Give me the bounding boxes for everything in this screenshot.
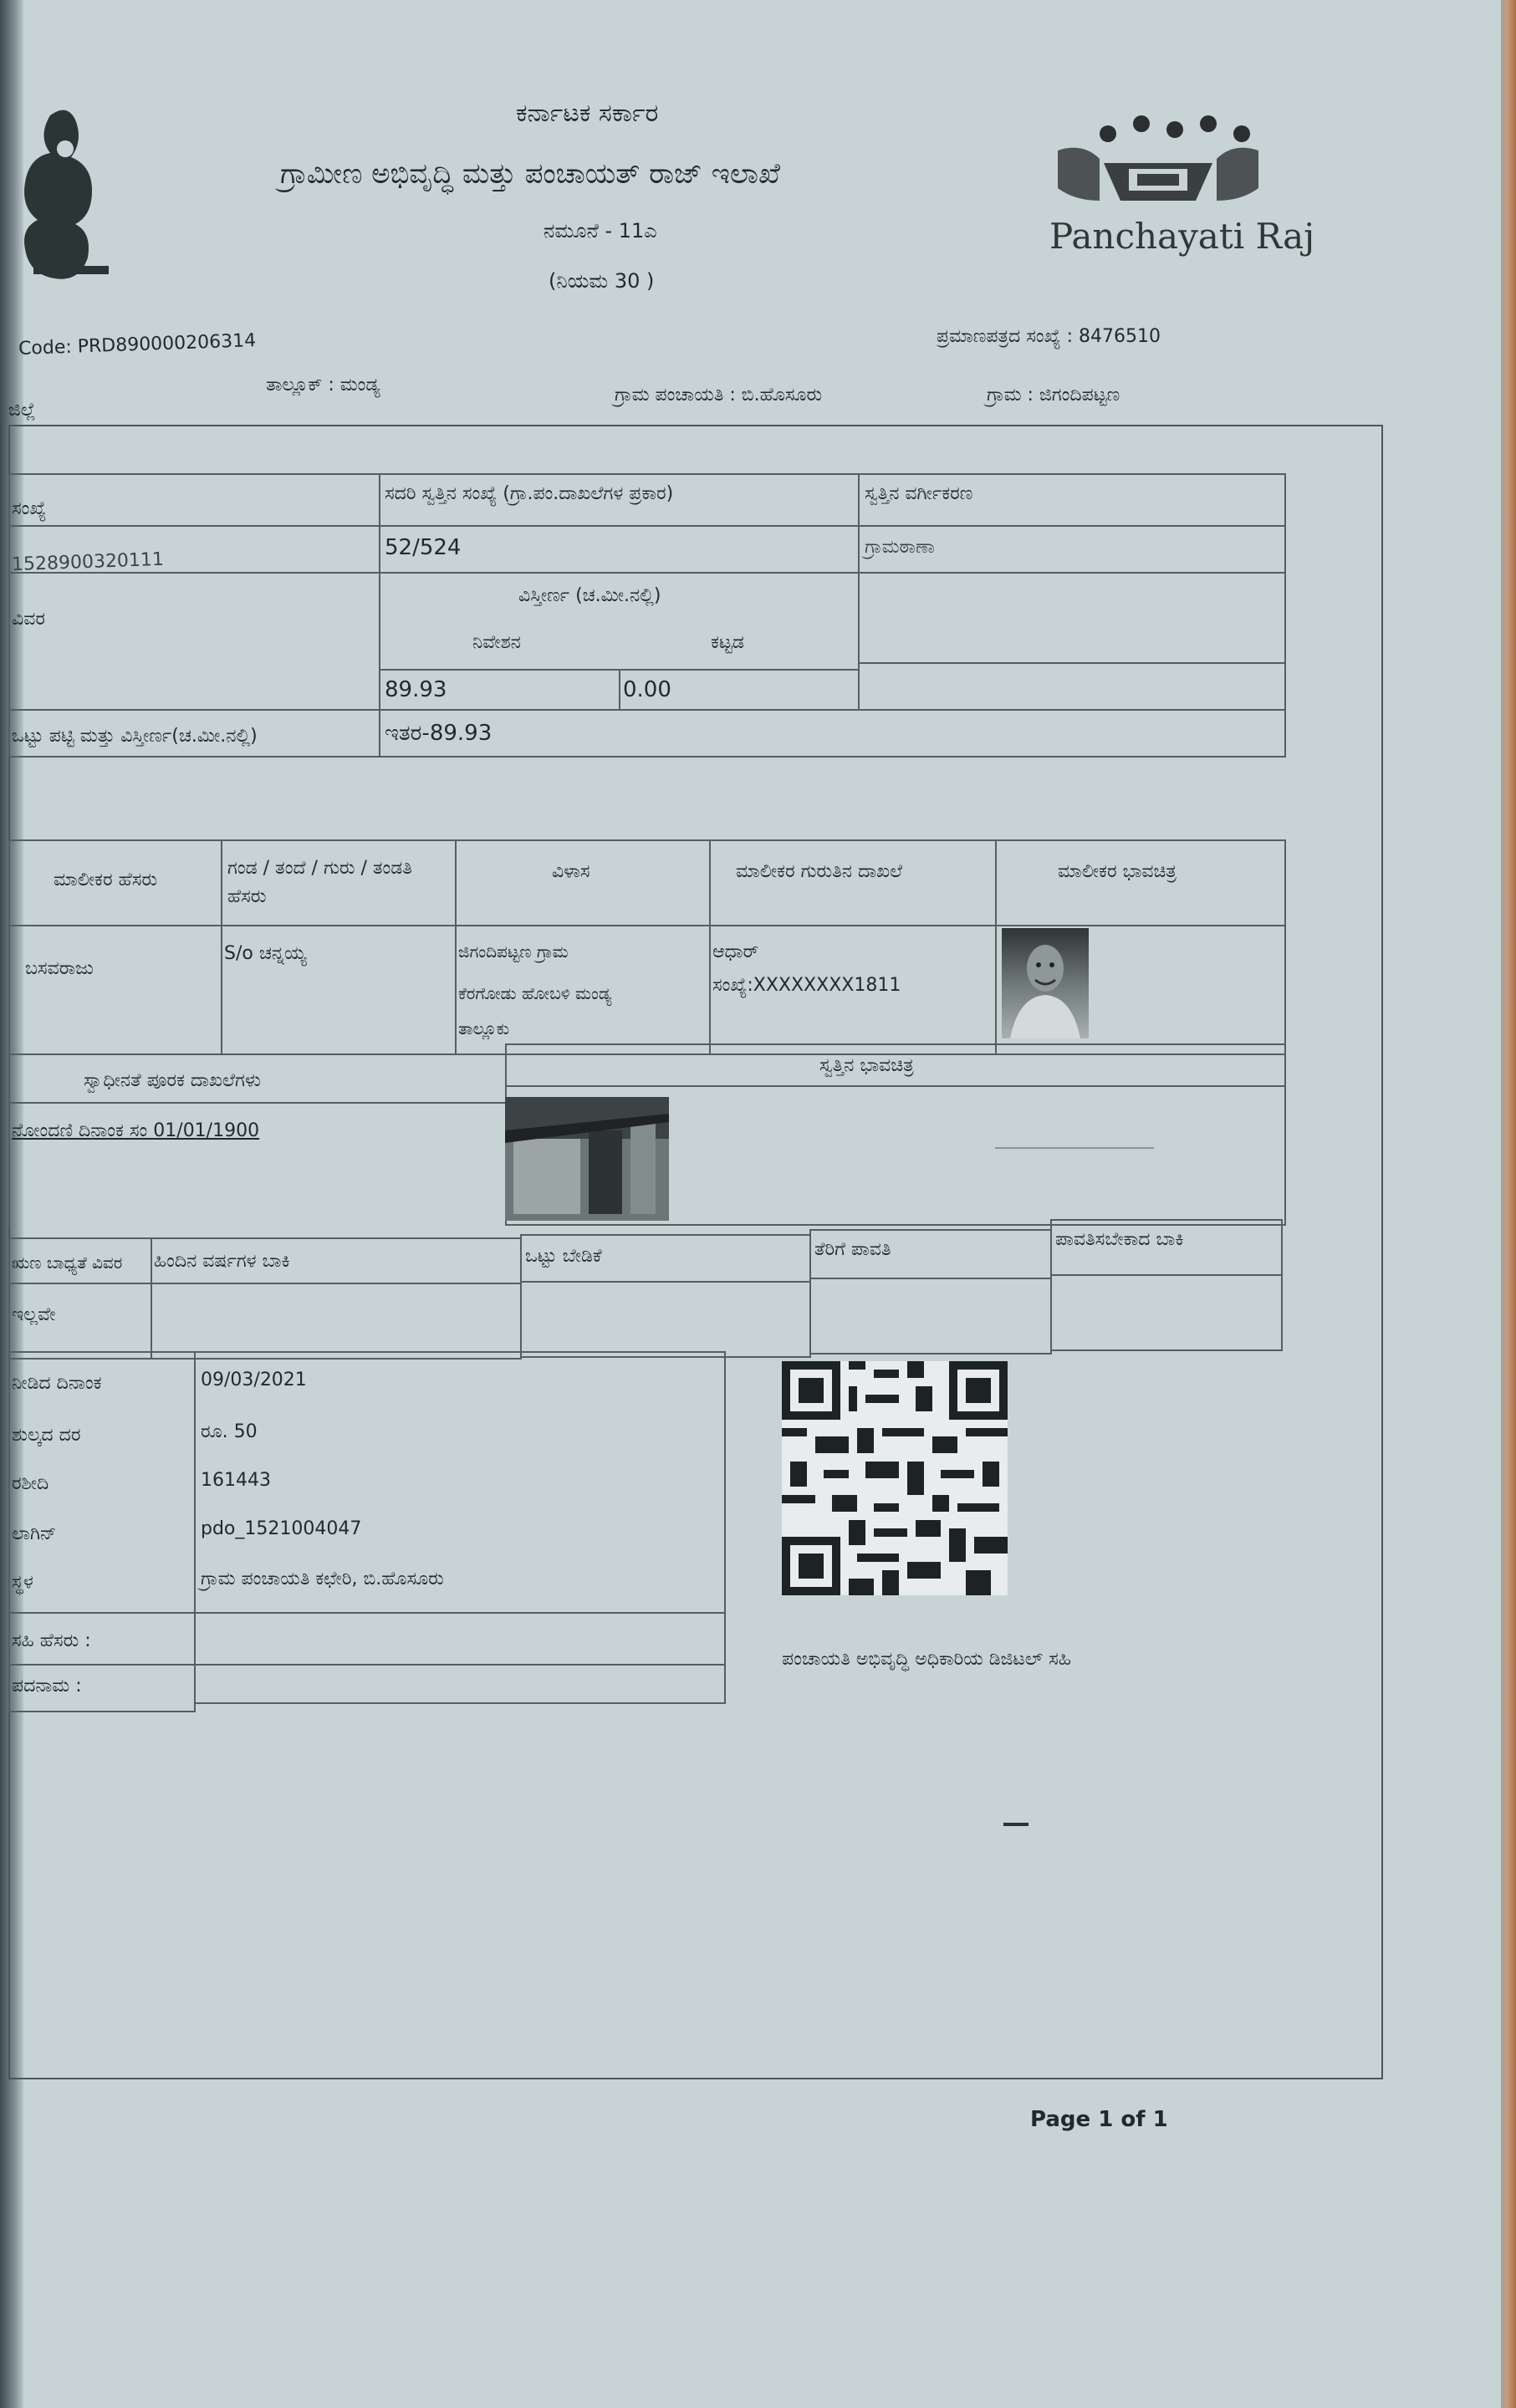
govt-title: ಕರ್ನಾಟಕ ಸರ್ಕಾರ	[516, 99, 659, 128]
building-label: ಕಟ್ಟಡ	[711, 632, 744, 653]
digital-signature-caption: ಪಂಚಾಯತಿ ಅಭಿವೃದ್ಧಿ ಅಧಿಕಾರಿಯ ಡಿಜಿಟಲ್ ಸಹಿ	[782, 1649, 1071, 1670]
total-area-label: ಒಟ್ಟು ಪಟ್ಟಿ ಮತ್ತು ವಿಸ್ತೀರ್ಣ(ಚ.ಮೀ.ನಲ್ಲಿ)	[12, 726, 258, 747]
tax-col5: ಪಾವತಿಸಬೇಕಾದ ಬಾಕಿ	[1055, 1229, 1184, 1250]
owner-address-line3: ತಾಲ್ಲೂಕು	[458, 1018, 510, 1038]
total-area-value: ಇತರ-89.93	[385, 721, 493, 746]
owner-col-id: ಮಾಲೀಕರ ಗುರುತಿನ ದಾಖಲೆ	[736, 861, 903, 882]
signatory-name-label: ಸಹಿ ಹೆಸರು :	[12, 1630, 91, 1651]
issue-login-value: pdo_1521004047	[201, 1518, 362, 1539]
building-area-value: 0.00	[623, 677, 671, 702]
owner-photo	[1002, 928, 1089, 1038]
property-photo	[505, 1097, 669, 1221]
district-label: ಜಿಲ್ಲೆ	[8, 400, 36, 421]
village-label: ಗ್ರಾಮ : ಜಿಗಂದಿಪಟ್ಟಣ	[987, 385, 1120, 406]
property-left-label: ವಿವರ	[12, 609, 45, 630]
tax-col2: ಹಿಂದಿನ ವರ್ಷಗಳ ಬಾಕಿ	[154, 1251, 290, 1272]
document-code: Code: PRD890000206314	[18, 330, 257, 360]
issue-receipt-value: 161443	[201, 1470, 271, 1491]
gram-panchayat-label: ಗ್ರಾಮ ಪಂಚಾಯತಿ : ಬಿ.ಹೊಸೂರು	[615, 385, 823, 406]
owner-col-relation: ಗಂಡ / ತಂದೆ / ಗುರು / ತಂಡತಿ ಹೆಸರು	[227, 858, 412, 907]
site-area-value: 89.93	[385, 677, 447, 702]
issue-fee-label: ಶುಲ್ಕದ ದರ	[12, 1425, 81, 1446]
tax-row-label: ಇಲ್ಲವೇ	[12, 1304, 56, 1325]
site-label: ನಿವೇಶನ	[472, 632, 521, 653]
department-title: ಗ್ರಾಮೀಣ ಅಭಿವೃದ್ಧಿ ಮತ್ತು ಪಂಚಾಯತ್ ರಾಜ್ ಇಲಾಖೆ	[280, 157, 780, 191]
issue-date-label: ನೀಡಿದ ದಿನಾಂಕ	[12, 1373, 102, 1394]
property-col1-header: ಸಂಖ್ಯೆ	[12, 498, 47, 519]
area-header: ವಿಸ್ತೀರ್ಣ (ಚ.ಮೀ.ನಲ್ಲಿ)	[518, 585, 661, 606]
tax-col3: ಒಟ್ಟು ಬೇಡಿಕೆ	[525, 1246, 602, 1267]
karnataka-emblem-icon	[17, 99, 125, 299]
page-number: Page 1 of 1	[1030, 2107, 1168, 2132]
property-col3-header: ಸ್ವತ್ತಿನ ವರ್ಗೀಕರಣ	[865, 483, 973, 504]
issue-place-label: ಸ್ಥಳ	[12, 1572, 33, 1593]
property-number: 52/524	[385, 535, 462, 560]
owner-col-address: ವಿಳಾಸ	[552, 861, 590, 882]
acquisition-left-header: ಸ್ವಾಧೀನತೆ ಪೂರಕ ದಾಖಲೆಗಳು	[84, 1070, 261, 1091]
owner-id-type: ಆಧಾರ್	[712, 941, 759, 962]
taluk-label: ತಾಲ್ಲೂಕ್ : ಮಂಡ್ಯ	[266, 375, 380, 395]
rule-number: (ನಿಯಮ 30 )	[549, 269, 655, 293]
owner-col-name: ಮಾಲೀಕರ ಹೆಸರು	[54, 870, 158, 890]
property-id-value: 1528900320111	[11, 548, 165, 576]
form-number: ನಮೂನೆ - 11ಎ	[544, 219, 657, 242]
issue-receipt-label: ರಶೀದಿ	[12, 1473, 49, 1494]
property-col2-header: ಸದರಿ ಸ್ವತ್ತಿನ ಸಂಖ್ಯೆ (ಗ್ರಾ.ಪಂ.ದಾಖಲೆಗಳ ಪ್ರಕಾರ)	[385, 483, 674, 504]
owner-address-line2: ಕೆರಗೋಡು ಹೋಬಳಿ ಮಂಡ್ಯ	[458, 983, 612, 1003]
issue-login-label: ಲಾಗಿನ್	[12, 1523, 57, 1544]
background-edge	[1501, 0, 1516, 2408]
acquisition-right-header: ಸ್ವತ್ತಿನ ಭಾವಚಿತ್ರ	[819, 1055, 914, 1076]
issue-place-value: ಗ್ರಾಮ ಪಂಚಾಯತಿ ಕಛೇರಿ, ಬಿ.ಹೊಸೂರು	[201, 1569, 444, 1589]
issue-date-value: 09/03/2021	[201, 1370, 307, 1390]
property-classification: ಗ್ರಾಮಠಾಣಾ	[865, 537, 935, 558]
logo-caption: Panchayati Raj	[1049, 216, 1315, 257]
owner-col-photo: ಮಾಲೀಕರ ಭಾವಚಿತ್ರ	[1058, 861, 1177, 882]
issue-fee-value: ರೂ. 50	[201, 1421, 258, 1442]
qr-code-icon	[782, 1361, 1008, 1595]
owner-address-line1: ಜಿಗಂದಿಪಟ್ಟಣ ಗ್ರಾಮ	[458, 941, 569, 962]
certificate-number: ಪ್ರಮಾಣಪತ್ರದ ಸಂಖ್ಯೆ : 8476510	[937, 326, 1161, 347]
tax-col1: ಋಣ ಬಾಧ್ಯತೆ ವಿವರ	[12, 1252, 123, 1273]
owner-name: ಬಸವರಾಜು	[25, 958, 94, 979]
registration-date: ನೋಂದಣಿ ದಿನಾಂಕ ಸಂ 01/01/1900	[12, 1120, 260, 1141]
designation-label: ಪದನಾಮ :	[12, 1676, 82, 1696]
owner-id-number: ಸಂಖ್ಯೆ:XXXXXXXX1811	[712, 975, 901, 996]
tax-col4: ತೆರಿಗೆ ಪಾವತಿ	[814, 1239, 891, 1260]
owner-relation: S/o ಚನ್ನಯ್ಯ	[224, 943, 307, 964]
